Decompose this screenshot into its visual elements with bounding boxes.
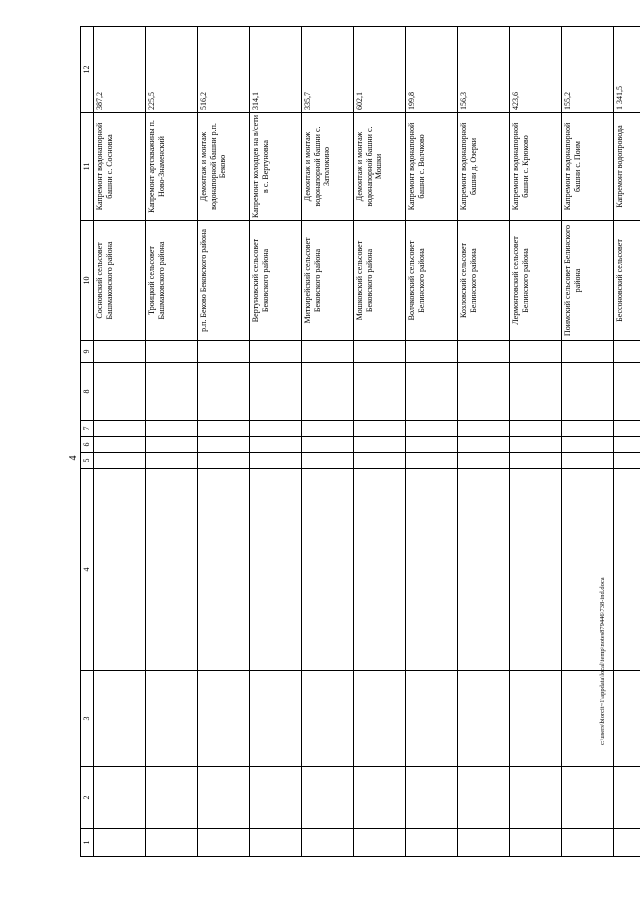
column-number: 12 (81, 27, 94, 113)
table-row (250, 27, 302, 857)
empty-cell (198, 421, 250, 437)
table-row (406, 27, 458, 857)
work-description-cell: Демонтаж и монтаж водонапорной башни с. Мошки (354, 113, 406, 221)
empty-cell (146, 829, 198, 857)
empty-cell (354, 829, 406, 857)
empty-cell (406, 421, 458, 437)
empty-cell (614, 363, 640, 421)
table-row (458, 27, 510, 857)
empty-cell (250, 671, 302, 767)
table-row (562, 27, 614, 857)
empty-cell (458, 421, 510, 437)
empty-cell (146, 671, 198, 767)
amount-cell: 335,7 (302, 27, 354, 113)
works-table (80, 26, 640, 857)
empty-cell (198, 671, 250, 767)
municipality-cell: Миткирейский сельсовет Бековского района (302, 221, 354, 341)
column-number: 7 (81, 421, 94, 437)
amount-cell: 1 341,5 (614, 27, 640, 113)
table-row (94, 27, 146, 857)
empty-cell (614, 453, 640, 469)
empty-cell (510, 469, 562, 671)
column-number: 9 (81, 341, 94, 363)
empty-cell (458, 453, 510, 469)
empty-cell (458, 767, 510, 829)
amount-cell: 602,1 (354, 27, 406, 113)
work-description-cell: Капремонт водопровода (614, 113, 640, 221)
empty-cell (510, 437, 562, 453)
empty-cell (250, 421, 302, 437)
table-row (614, 27, 640, 857)
empty-cell (614, 469, 640, 671)
municipality-cell: Поимский сельсовет Белинского района (562, 221, 614, 341)
empty-cell (406, 829, 458, 857)
amount-cell: 314,1 (250, 27, 302, 113)
work-description-cell: Капремонт водонапорной башни с. Сосновка (94, 113, 146, 221)
empty-cell (562, 421, 614, 437)
empty-cell (302, 341, 354, 363)
column-number: 3 (81, 671, 94, 767)
empty-cell (250, 453, 302, 469)
empty-cell (354, 671, 406, 767)
empty-cell (302, 437, 354, 453)
amount-cell: 155,2 (562, 27, 614, 113)
amount-cell: 156,3 (458, 27, 510, 113)
table-row (146, 27, 198, 857)
empty-cell (198, 829, 250, 857)
empty-cell (250, 341, 302, 363)
empty-cell (250, 767, 302, 829)
empty-cell (198, 767, 250, 829)
empty-cell (458, 671, 510, 767)
column-number: 4 (81, 469, 94, 671)
empty-cell (94, 421, 146, 437)
empty-cell (302, 829, 354, 857)
work-description-cell: Капремонт водонапорной башни д. Озерки (458, 113, 510, 221)
empty-cell (562, 363, 614, 421)
empty-cell (354, 469, 406, 671)
empty-cell (510, 453, 562, 469)
empty-cell (354, 421, 406, 437)
municipality-cell: Козловский сельсовет Белинского района (458, 221, 510, 341)
file-path-text: c:\users\biorcit~1\appdata\local\temp\notes879446\738-ind.doca (599, 577, 606, 745)
table-body (94, 27, 640, 857)
work-description-cell: Демонтаж и монтаж водонапорной башни р.п. Беково (198, 113, 250, 221)
empty-cell (614, 421, 640, 437)
empty-cell (146, 363, 198, 421)
empty-cell (302, 767, 354, 829)
empty-cell (94, 671, 146, 767)
empty-cell (146, 341, 198, 363)
empty-cell (510, 671, 562, 767)
empty-cell (94, 453, 146, 469)
empty-cell (198, 469, 250, 671)
amount-cell: 225,5 (146, 27, 198, 113)
empty-cell (302, 363, 354, 421)
table-row (198, 27, 250, 857)
amount-cell: 199,8 (406, 27, 458, 113)
empty-cell (458, 437, 510, 453)
amount-cell: 387,2 (94, 27, 146, 113)
empty-cell (146, 437, 198, 453)
municipality-cell: Сосновский сельсовет Башмаковского района (94, 221, 146, 341)
empty-cell (198, 363, 250, 421)
empty-cell (562, 341, 614, 363)
empty-cell (302, 469, 354, 671)
empty-cell (354, 341, 406, 363)
empty-cell (302, 671, 354, 767)
amount-cell: 516,2 (198, 27, 250, 113)
empty-cell (562, 829, 614, 857)
empty-cell (406, 671, 458, 767)
empty-cell (198, 453, 250, 469)
empty-cell (510, 363, 562, 421)
work-description-cell: Капремонт водонапорной башни с. Поим (562, 113, 614, 221)
column-numbers-row (81, 27, 94, 857)
empty-cell (250, 469, 302, 671)
empty-cell (614, 341, 640, 363)
municipality-cell: Вертуновский сельсовет Бековского района (250, 221, 302, 341)
empty-cell (354, 453, 406, 469)
municipality-cell: р.п. Беково Бековского района (198, 221, 250, 341)
empty-cell (406, 453, 458, 469)
empty-cell (510, 421, 562, 437)
empty-cell (94, 437, 146, 453)
empty-cell (458, 469, 510, 671)
column-number: 6 (81, 437, 94, 453)
municipality-cell: Лермонтовский сельсовет Белинского района (510, 221, 562, 341)
empty-cell (458, 341, 510, 363)
empty-cell (94, 829, 146, 857)
column-number: 2 (81, 767, 94, 829)
municipality-cell: Троицкий сельсовет Башмаковского района (146, 221, 198, 341)
empty-cell (562, 437, 614, 453)
empty-cell (406, 341, 458, 363)
empty-cell (250, 363, 302, 421)
empty-cell (614, 829, 640, 857)
empty-cell (406, 767, 458, 829)
empty-cell (354, 363, 406, 421)
municipality-cell: Бессоновский сельсовет (614, 221, 640, 341)
table-row (354, 27, 406, 857)
work-description-cell: Капремонт водонапорной башни с. Крюково (510, 113, 562, 221)
empty-cell (614, 671, 640, 767)
empty-cell (562, 453, 614, 469)
empty-cell (198, 437, 250, 453)
work-description-cell: Демонтаж и монтаж водонапорной башни с. Затолокино (302, 113, 354, 221)
municipality-cell: Волчковский сельсовет Белинского района (406, 221, 458, 341)
table-row (302, 27, 354, 857)
column-number: 10 (81, 221, 94, 341)
empty-cell (198, 341, 250, 363)
column-number: 11 (81, 113, 94, 221)
empty-cell (146, 767, 198, 829)
empty-cell (406, 469, 458, 671)
work-description-cell: Капремонт колодцев на в/сети в с. Вертуновка (250, 113, 302, 221)
empty-cell (250, 829, 302, 857)
empty-cell (406, 437, 458, 453)
empty-cell (94, 767, 146, 829)
table-row (510, 27, 562, 857)
amount-cell: 423,6 (510, 27, 562, 113)
empty-cell (94, 363, 146, 421)
work-description-cell: Капремонт артскважины п. Ново-Знаменский (146, 113, 198, 221)
empty-cell (562, 767, 614, 829)
work-description-cell: Капремонт водонапорной башни с. Волчково (406, 113, 458, 221)
empty-cell (302, 421, 354, 437)
empty-cell (250, 437, 302, 453)
empty-cell (510, 341, 562, 363)
empty-cell (458, 363, 510, 421)
empty-cell (614, 437, 640, 453)
municipality-cell: Мошковский сельсовет Бековского района (354, 221, 406, 341)
empty-cell (302, 453, 354, 469)
empty-cell (146, 421, 198, 437)
empty-cell (146, 453, 198, 469)
empty-cell (146, 469, 198, 671)
empty-cell (510, 829, 562, 857)
column-number: 1 (81, 829, 94, 857)
empty-cell (354, 437, 406, 453)
empty-cell (94, 469, 146, 671)
empty-cell (458, 829, 510, 857)
empty-cell (614, 767, 640, 829)
empty-cell (406, 363, 458, 421)
empty-cell (562, 671, 614, 767)
empty-cell (510, 767, 562, 829)
column-number: 5 (81, 453, 94, 469)
page-number: 4 (68, 455, 79, 461)
empty-cell (354, 767, 406, 829)
column-number: 8 (81, 363, 94, 421)
empty-cell (94, 341, 146, 363)
empty-cell (562, 469, 614, 671)
